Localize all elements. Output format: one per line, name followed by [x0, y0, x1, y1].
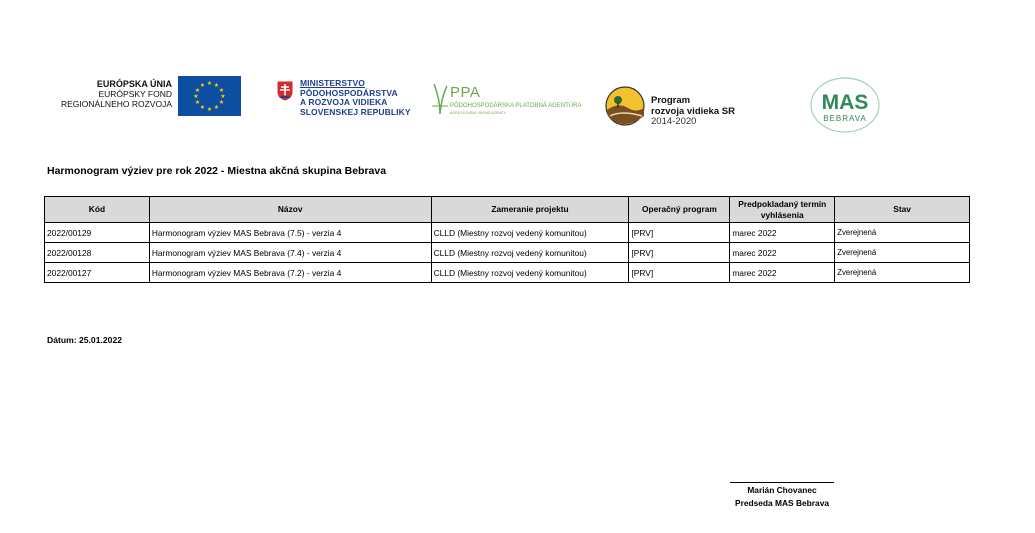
svg-text:★: ★ — [206, 80, 213, 87]
ministry-logo-line2: PÔDOHOSPODÁRSTVA — [300, 87, 398, 98]
cell-zameranie: CLLD (Miestny rozvoj vedený komunitou) — [431, 223, 629, 243]
signature-block — [730, 484, 834, 510]
prv-logo-line2: rozvoja vidieka SR — [651, 105, 735, 117]
document-date: Dátum: 25.01.2022 — [47, 335, 122, 345]
column-header-program: Operačný program — [629, 197, 730, 223]
cell-kod: 2022/00128 — [45, 243, 150, 263]
cell-nazov: Harmonogram výziev MAS Bebrava (7.4) - verzia 4 — [149, 243, 431, 263]
eu-logo-line2: EURÓPSKY FOND — [98, 89, 172, 99]
prv-logo-years: 2014-2020 — [651, 116, 697, 127]
cell-termin: marec 2022 — [730, 243, 835, 263]
ppa-wheat-icon — [430, 80, 450, 121]
cell-zameranie: CLLD (Miestny rozvoj vedený komunitou) — [431, 263, 629, 283]
mas-logo-name: BEBRAVA — [823, 114, 867, 123]
svg-text:★: ★ — [213, 104, 220, 111]
cell-nazov: Harmonogram výziev MAS Bebrava (7.5) - verzia 4 — [149, 223, 431, 243]
cell-kod: 2022/00127 — [45, 263, 150, 283]
table-header-row — [45, 197, 970, 223]
prv-logo-line1: Program — [651, 95, 691, 106]
svg-text:★: ★ — [193, 93, 199, 100]
column-header-nazov: Názov — [149, 197, 431, 223]
ministry-logo-text — [300, 79, 411, 117]
document-title: Harmonogram výziev pre rok 2022 - Miestna akčná skupina Bebrava — [47, 165, 387, 177]
column-header-stav: Stav — [835, 197, 970, 223]
eu-logo-line3: REGIONÁLNEHO ROZVOJA — [61, 99, 172, 109]
column-header-zameranie: Zameranie projektu — [431, 197, 629, 223]
cell-stav: Zverejnená — [835, 243, 970, 263]
cell-program: [PRV] — [629, 223, 730, 243]
svg-text:★: ★ — [220, 93, 226, 100]
cell-zameranie: CLLD (Miestny rozvoj vedený komunitou) — [431, 243, 629, 263]
ministry-logo-line1: MINISTERSTVO — [300, 78, 365, 88]
mas-bebrava-logo — [809, 76, 881, 139]
calls-table — [44, 196, 970, 283]
prv-logo-text — [651, 96, 735, 128]
cell-stav: Zverejnená — [835, 263, 970, 283]
svg-text:★: ★ — [218, 87, 225, 94]
mas-logo-abbr: MAS — [821, 91, 869, 114]
svg-text:★: ★ — [206, 106, 213, 113]
ppa-logo-name: PÔDOHOSPODÁRSKA PLATOBNÁ AGENTÚRA — [450, 103, 582, 109]
signer-role: Predseda MAS Bebrava — [734, 498, 830, 508]
ppa-logo-abbr: PPA — [450, 84, 481, 101]
column-header-termin: Predpokladaný termín vyhlásenia — [730, 197, 835, 223]
cell-program: [PRV] — [629, 263, 730, 283]
ministry-logo-line3: A ROZVOJA VIDIEKA — [300, 97, 388, 108]
cell-termin: marec 2022 — [730, 263, 835, 283]
slovak-coat-of-arms-icon — [276, 80, 294, 107]
ppa-logo-english: AGRICULTURAL PAYING AGENCY — [450, 111, 506, 115]
svg-text:★: ★ — [213, 82, 220, 89]
cell-kod: 2022/00129 — [45, 223, 150, 243]
eu-flag-icon — [178, 76, 241, 116]
signer-name: Marián Chovanec — [747, 485, 817, 495]
svg-text:★: ★ — [199, 104, 206, 111]
ministry-logo-line4: SLOVENSKEJ REPUBLIKY — [300, 106, 411, 117]
svg-text:★: ★ — [194, 99, 201, 106]
table-row — [45, 223, 970, 243]
cell-termin: marec 2022 — [730, 223, 835, 243]
svg-text:★: ★ — [218, 99, 225, 106]
table-row — [45, 263, 970, 283]
table-row — [45, 243, 970, 263]
cell-stav: Zverejnená — [835, 223, 970, 243]
prv-landscape-icon — [604, 86, 646, 131]
svg-text:★: ★ — [194, 87, 201, 94]
cell-nazov: Harmonogram výziev MAS Bebrava (7.2) - verzia 4 — [149, 263, 431, 283]
column-header-kod: Kód — [45, 197, 150, 223]
cell-program: [PRV] — [629, 243, 730, 263]
eu-logo-line1: EURÓPSKA ÚNIA — [96, 79, 172, 89]
svg-text:★: ★ — [199, 82, 206, 89]
eu-logo-text — [60, 79, 172, 109]
signature-line — [730, 482, 834, 483]
